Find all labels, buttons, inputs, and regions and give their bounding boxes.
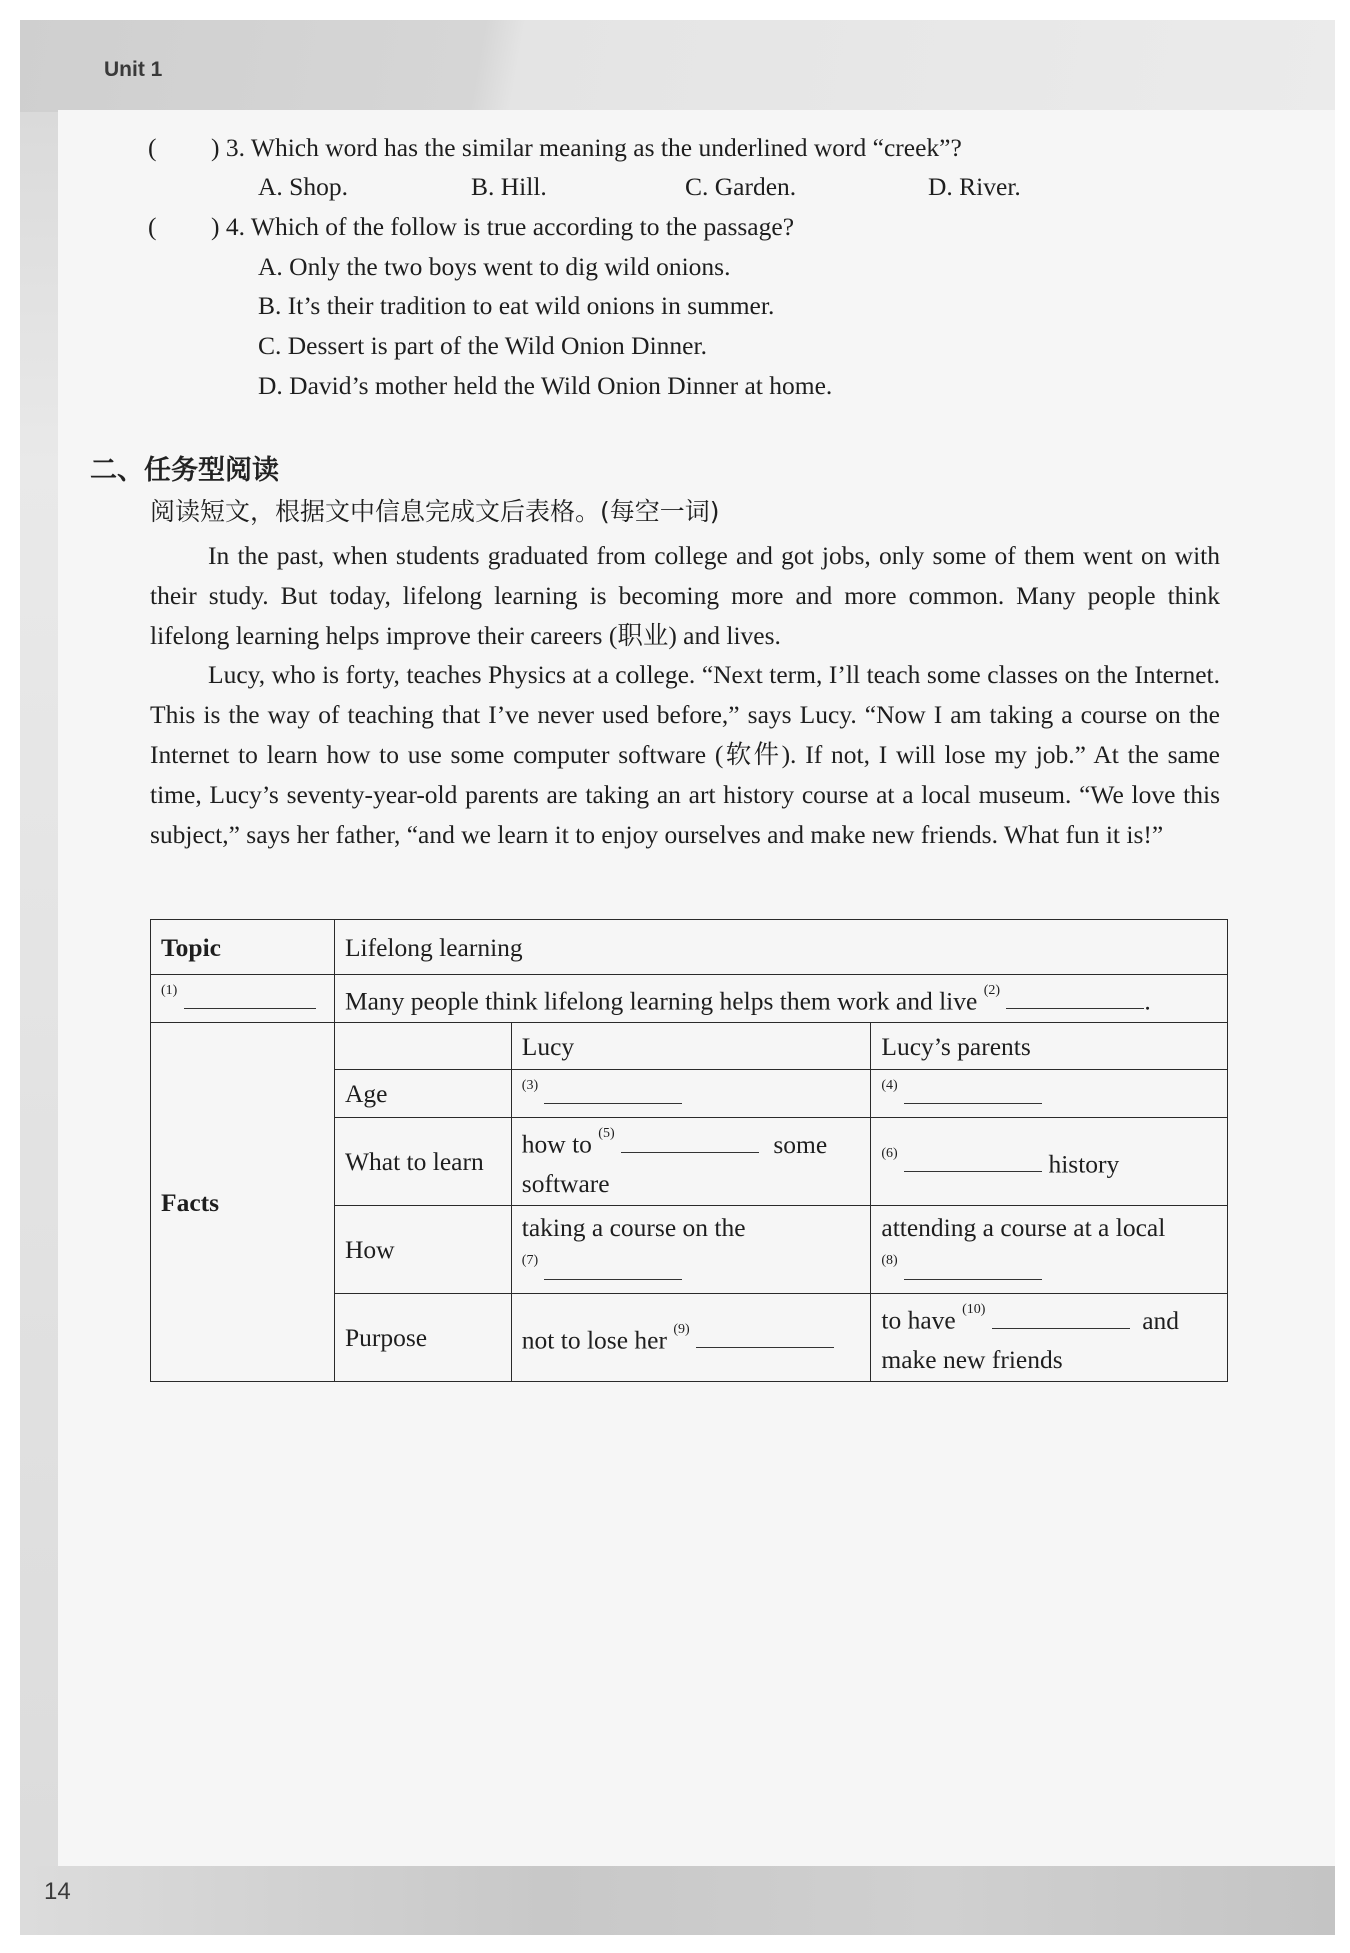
table-row-topic [151,920,1228,975]
blank-1-cell[interactable] [151,975,335,1023]
question-3-bracket: ( [148,133,157,162]
topic-label: Topic [151,920,335,975]
question-3-option-c: C. Garden. [685,172,797,201]
purpose-lucy-text: not to lose her [521,1325,667,1355]
blank-3-line[interactable] [544,1081,682,1104]
passage-paragraph-1-text: In the past, when students graduated from college and got jobs, only some of them went on with their study. But today, lifelong learning is becoming more and more common. Many people think lifelong learning helps improve their careers (职业) and lives. [150,541,1220,650]
how-parents-text: attending a course at a local [881,1213,1166,1243]
question-3-option-b: B. Hill. [471,172,547,201]
learn-lucy-mid: some [773,1129,828,1159]
blank-8-line[interactable] [904,1257,1042,1280]
learn-parents-cell [871,1118,1228,1206]
blank-4-cell[interactable] [871,1070,1228,1118]
blank-1-number: (1) [161,982,178,998]
learn-lucy-pre: how to [521,1129,592,1159]
blank-6-number: (6) [881,1145,898,1161]
question-3-option-d: D. River. [928,172,1021,201]
what-to-learn-label: What to learn [334,1118,511,1206]
blank-1-line[interactable] [184,986,316,1009]
passage-paragraph-2-text: Lucy, who is forty, teaches Physics at a college. “Next term, I’ll teach some classes on the Internet. This is the way of teaching that I’ve never used before,” says Lucy. “Now I am taking a course on the Internet to learn how to use some computer software (软件). If not, I will lose my job.” At the same time, Lucy’s seventy-year-old parents are taking an art history course at a local museum. “We love this subject,” says her father, “and we learn it to enjoy ourselves and make new friends. What fun it is!” [150,660,1220,849]
blank-6-line[interactable] [904,1149,1042,1172]
lifelong-learning-table [150,919,1228,1382]
blank-7-number: (7) [521,1253,539,1269]
purpose-label: Purpose [334,1294,511,1382]
how-label: How [334,1206,511,1294]
question-4-option-b: B. It’s their tradition to eat wild onions in summer. [258,291,775,320]
how-parents-cell [871,1206,1228,1294]
how-lucy-cell [511,1206,871,1294]
blank-3-number: (3) [521,1077,539,1093]
passage-paragraph-1 [150,536,1220,656]
blank-9-number: (9) [673,1321,690,1337]
column-parents: Lucy’s parents [871,1023,1228,1070]
question-4-bracket: ( [148,212,157,241]
main-idea-text: Many people think lifelong learning helps them work and live [344,986,978,1016]
blank-4-number: (4) [881,1077,898,1093]
purpose-parents-cell [871,1294,1228,1382]
purpose-parents-pre: to have [881,1305,956,1335]
column-lucy: Lucy [511,1023,871,1070]
page-number: 14 [44,1878,71,1905]
facts-label: Facts [151,1023,335,1382]
topic-value: Lifelong learning [334,920,1227,975]
blank-8-number: (8) [881,1253,898,1269]
blank-10-number: (10) [962,1302,986,1318]
how-lucy-text: taking a course on the [521,1213,746,1243]
section-title: 二、任务型阅读 [90,455,279,486]
table-row-main-idea [151,975,1228,1023]
question-4-option-c: C. Dessert is part of the Wild Onion Dinner. [258,331,707,360]
blank-4-line[interactable] [904,1081,1042,1104]
question-4-text: ) 4. Which of the follow is true according to the passage? [211,212,795,241]
age-label: Age [334,1070,511,1118]
passage-paragraph-2 [150,655,1220,855]
left-margin-strip [20,112,58,1866]
table-row-header [151,1023,1228,1070]
main-idea-cell: Many people think lifelong learning helps them work and live $^{(2)}$ . [334,975,1227,1023]
question-3-option-a: A. Shop. [258,172,348,201]
blank-5-number: (5) [598,1126,615,1142]
purpose-parents-mid: and [1142,1305,1180,1335]
blank-7-line[interactable] [544,1257,682,1280]
header-band [20,20,1335,112]
blank-5-line[interactable] [621,1130,759,1153]
blank-9-line[interactable] [696,1325,834,1348]
footer-band [20,1866,1335,1935]
learn-lucy-cell [511,1118,871,1206]
empty-header-cell [334,1023,511,1070]
learn-parents-post: history [1048,1149,1120,1179]
blank-2-number: (2) [983,982,1001,998]
question-4-option-d: D. David’s mother held the Wild Onion Dinner at home. [258,371,833,400]
question-4-option-a: A. Only the two boys went to dig wild onions. [258,252,731,281]
blank-10-line[interactable] [992,1306,1130,1329]
unit-label: Unit 1 [104,58,163,81]
section-instruction: 阅读短文，根据文中信息完成文后表格。(每空一词) [150,497,720,526]
purpose-parents-post: make new friends [881,1344,1063,1374]
question-3-text: ) 3. Which word has the similar meaning as the underlined word “creek”? [211,133,962,162]
purpose-lucy-cell [511,1294,871,1382]
blank-3-cell[interactable] [511,1070,871,1118]
blank-2-line[interactable] [1006,986,1144,1009]
learn-lucy-post: software [521,1168,610,1198]
